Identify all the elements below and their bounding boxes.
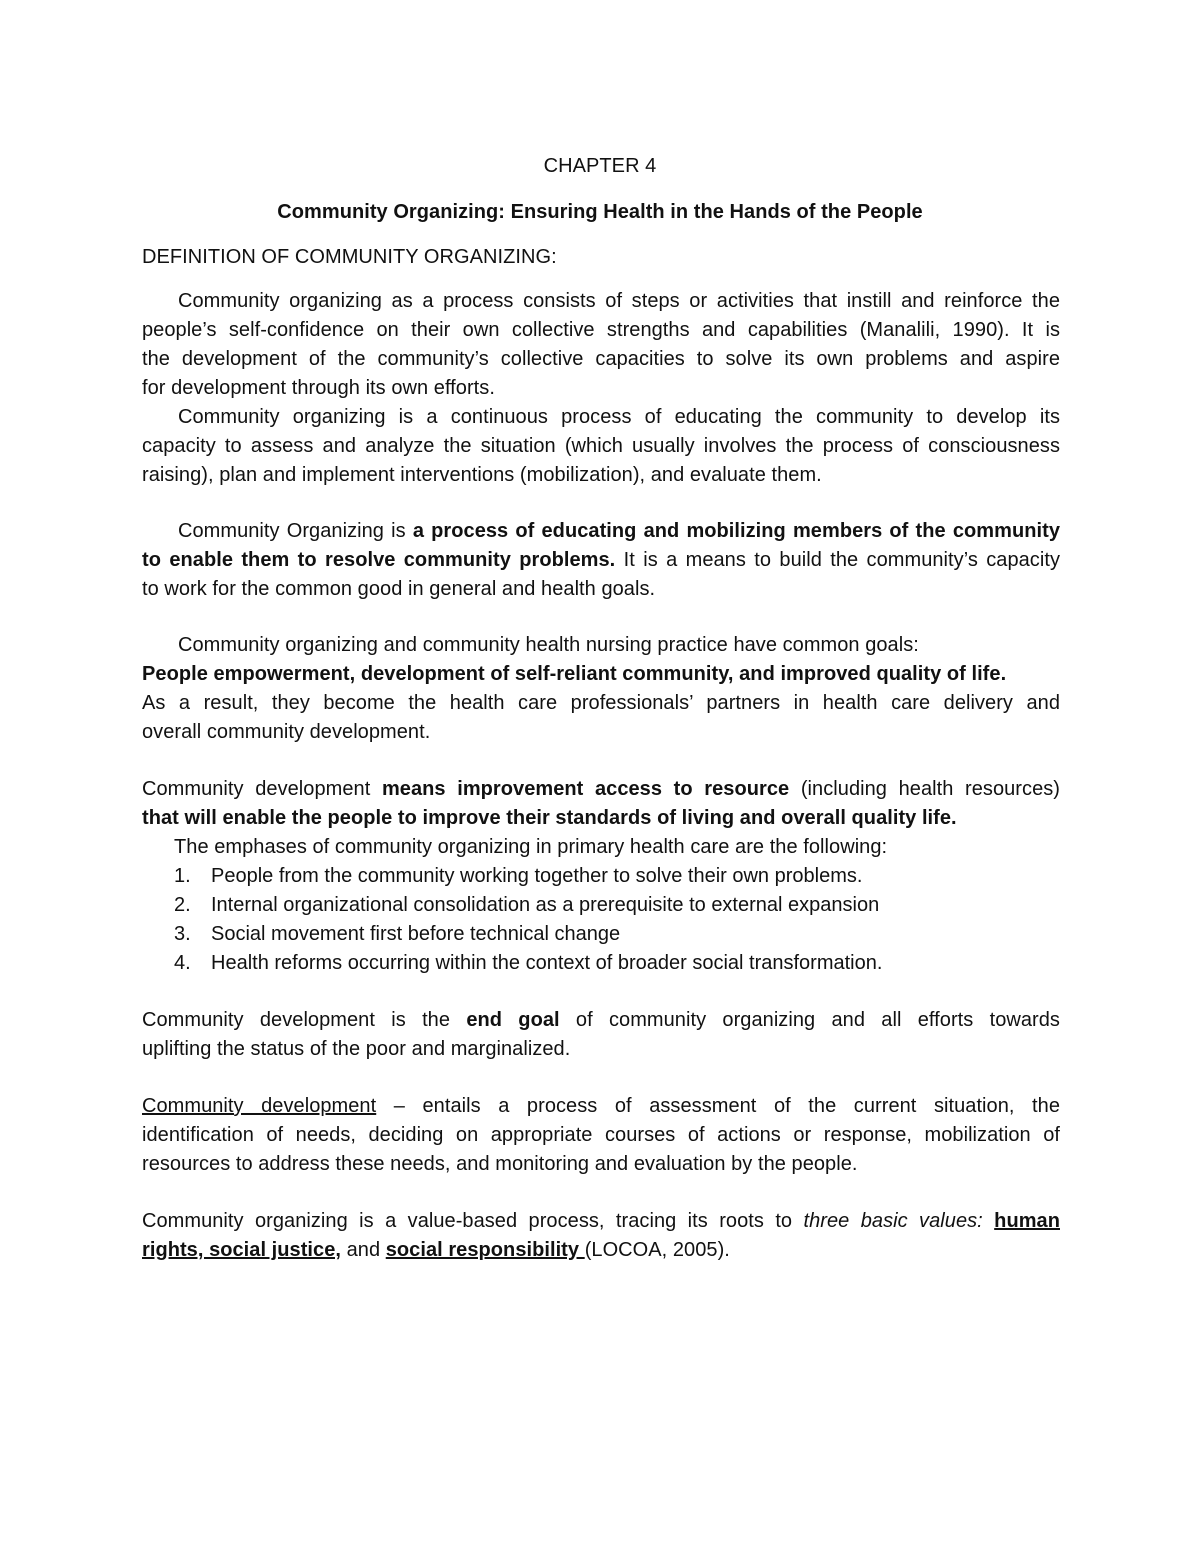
p3-text-2: It is a means to build the community’s capacity xyxy=(615,549,1061,571)
p7-underlined-text: Community development xyxy=(142,1095,377,1117)
list-item xyxy=(174,920,620,949)
p4-line-2: People empowerment, development of self-reliant community, and improved quality of life. xyxy=(142,663,1007,685)
p8-line-1 xyxy=(142,1207,1060,1236)
p2-line-2: capacity to assess and analyze the situation (which usually involves the process of consciousness xyxy=(142,435,1060,457)
list-number: 3. xyxy=(174,923,191,945)
p6-line-1 xyxy=(142,1006,1060,1035)
p4-line-3: As a result, they become the health care professionals’ partners in health care delivery and xyxy=(142,692,1060,714)
p6-line-2: uplifting the status of the poor and marginalized. xyxy=(142,1038,571,1060)
p7-line-2: identification of needs, deciding on appropriate courses of actions or response, mobilization of xyxy=(142,1124,1060,1146)
p5-text: Community development xyxy=(142,778,382,800)
p2-line-1: Community organizing is a continuous process of educating the community to develop its xyxy=(178,406,1060,428)
list-item xyxy=(174,891,879,920)
p6-text-2: of community organizing and all efforts towards xyxy=(559,1009,1060,1031)
p8-value-responsibility: social responsibility xyxy=(385,1239,585,1261)
list-text: Internal organizational consolidation as a prerequisite to external expansion xyxy=(211,894,880,916)
p1-line-4: for development through its own efforts. xyxy=(142,377,495,399)
p5-text-2: (including health resources) xyxy=(789,778,1061,800)
chapter-label: CHAPTER 4 xyxy=(543,155,657,177)
p8-text: Community organizing is a value-based process, tracing its roots to xyxy=(142,1210,804,1232)
list-text: Health reforms occurring within the context of broader social transformation. xyxy=(211,952,883,974)
p5-line-1 xyxy=(142,775,1060,804)
p7-line-3: resources to address these needs, and monitoring and evaluation by the people. xyxy=(142,1153,858,1175)
p3-line-2 xyxy=(142,546,1060,575)
p8-space xyxy=(983,1210,994,1232)
p1-line-1: Community organizing as a process consists of steps or activities that instill and reinforce the xyxy=(178,290,1060,312)
p8-value-human: human xyxy=(994,1210,1060,1232)
list-text: Social movement first before technical change xyxy=(211,923,621,945)
p3-bold-text: a process of educating and mobilizing members of the community xyxy=(412,520,1060,542)
list-text: People from the community working together to solve their own problems. xyxy=(211,865,863,887)
p5-bold-text: means improvement access to resource xyxy=(381,778,790,800)
p8-citation: (LOCOA, 2005). xyxy=(584,1239,730,1261)
list-number: 2. xyxy=(174,894,191,916)
p2-line-3: raising), plan and implement interventions (mobilization), and evaluate them. xyxy=(142,464,822,486)
list-number: 4. xyxy=(174,952,191,974)
p5-line-2: that will enable the people to improve their standards of living and overall quality life. xyxy=(142,807,957,829)
p7-line-1 xyxy=(142,1092,1060,1121)
list-number: 1. xyxy=(174,865,191,887)
p8-italic-text: three basic values: xyxy=(803,1210,983,1232)
p5-line-3: The emphases of community organizing in primary health care are the following: xyxy=(174,836,888,858)
chapter-title: Community Organizing: Ensuring Health in the Hands of the People xyxy=(277,201,923,223)
p3-text: Community Organizing is xyxy=(178,520,413,542)
p8-text-2: and xyxy=(341,1239,386,1261)
list-item xyxy=(174,949,882,978)
p4-line-4: overall community development. xyxy=(142,721,431,743)
p1-line-2: people’s self-confidence on their own collective strengths and capabilities (Manalili, 1990). It is xyxy=(142,319,1060,341)
p3-line-1 xyxy=(178,517,1060,546)
list-item xyxy=(174,862,862,891)
definition-heading: DEFINITION OF COMMUNITY ORGANIZING: xyxy=(142,246,557,268)
p1-line-3: the development of the community’s collective capacities to solve its own problems and aspire xyxy=(142,348,1060,370)
p6-bold-text: end goal xyxy=(466,1009,560,1031)
p4-line-1: Community organizing and community health nursing practice have common goals: xyxy=(178,634,919,656)
p8-line-2 xyxy=(142,1236,1060,1265)
p6-text: Community development is the xyxy=(142,1009,467,1031)
p3-line-3: to work for the common good in general and health goals. xyxy=(142,578,656,600)
p3-bold-text-2: to enable them to resolve community problems. xyxy=(142,549,616,571)
p8-value-rights-justice: rights, social justice, xyxy=(142,1239,341,1261)
p7-text: – entails a process of assessment of the current situation, the xyxy=(376,1095,1060,1117)
